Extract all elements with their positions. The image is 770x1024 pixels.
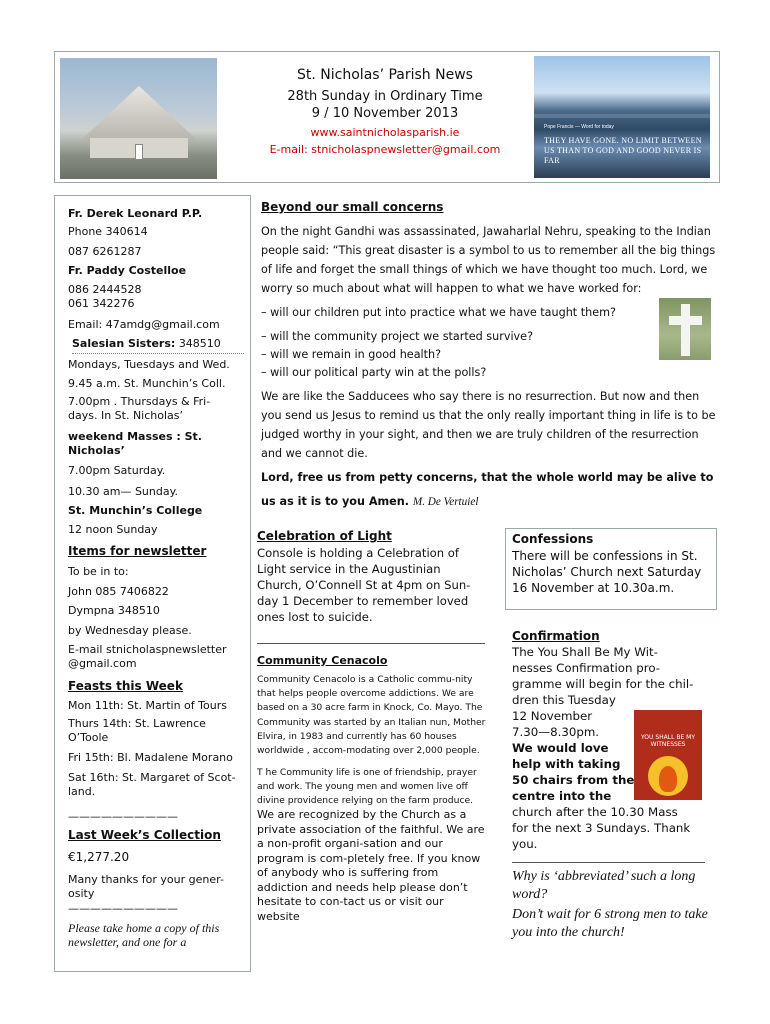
sidebar-divider-2: —————————— (68, 902, 178, 915)
items-heading: Items for newsletter (68, 544, 207, 558)
church-roof (80, 86, 198, 141)
salesian-label: Salesian Sisters: (72, 337, 176, 350)
items-line-3: Dympna 348510 (68, 604, 160, 617)
cross-photo (659, 298, 711, 360)
weekend-mass-2: 10.30 am— Sunday. (68, 485, 179, 498)
confirmation-line: dren this Tuesday (512, 693, 616, 707)
confirmation-line: 12 November (512, 709, 593, 723)
confirmation-line: for the next 3 Sundays. Thank (512, 821, 691, 835)
feast-1: Mon 11th: St. Martin of Tours (68, 699, 227, 712)
cenacolo-body-1: Community Cenacolo is a Catholic commu-nity that helps people overcome addictions. We are based on a 30 acre farm in Knock, Co. Mayo. The Community was started by an Italian nun, Mother Elvira, in 1983 and currently has 60 houses worldwide , accom-modating over 2,000 people. (257, 674, 486, 757)
main-paragraph-1: On the night Gandhi was assassinated, Jawaharlal Nehru, speaking to the Indian people said: “This great disaster is a symbol to us to remember all the big things of life and forget the small things of which we have thought too much. Lord, we worry so much about what will happen to what we have worked for: (261, 225, 716, 295)
celebration-heading: Celebration of Light (257, 529, 392, 543)
prayer-author: M. De Vertuiel (412, 496, 479, 508)
main-paragraph-2: We are like the Sadducees who say there is no resurrection. But now and then you send us Jesus to remind us that the only really important thing in life is to be judged worthy in your sight, and then we are truly children of the resurrection and we cannot die. (261, 390, 716, 460)
confessions-heading: Confessions (512, 532, 594, 546)
priest2-email[interactable]: Email: 47amdg@gmail.com (68, 318, 220, 331)
confirmation-line: gramme will begin for the chil- (512, 677, 694, 691)
weekday-mass-1: Mondays, Tuesdays and Wed. (68, 358, 230, 371)
priest1-mobile: 087 6261287 (68, 245, 142, 258)
liturgical-week: 28th Sunday in Ordinary Time (287, 89, 483, 104)
items-email[interactable]: E-mail stnicholaspnewsletter @gmail.com (68, 643, 227, 670)
collection-heading: Last Week’s Collection (68, 828, 221, 842)
closing-prayer (261, 466, 717, 514)
weekday-mass-2: 9.45 a.m. St. Munchin’s Coll. (68, 377, 226, 390)
church-photo (60, 58, 217, 179)
lake-photo (534, 56, 710, 178)
book-title: YOU SHALL BE MY WITNESSES (640, 734, 696, 748)
cross-icon (681, 304, 690, 356)
college-label: St. Munchin’s College (68, 504, 203, 517)
confirmation-line: centre into the (512, 789, 612, 803)
feast-2: Thurs 14th: St. Lawrence O’Toole (68, 717, 206, 744)
confirmation-line: you. (512, 837, 538, 851)
confirmation-line: nesses Confirmation pro- (512, 661, 661, 675)
closing-quip: Don’t wait for 6 strong men to take you into the church! (512, 907, 708, 940)
closing-question: Why is ‘abbreviated’ such a long word? (512, 869, 696, 902)
church-cross-icon (135, 144, 143, 160)
lake-photo-caption: THEY HAVE GONE. NO LIMIT BETWEEN US THAN TO GOD AND GOOD NEVER IS FAR (544, 136, 702, 165)
website-link[interactable]: www.saintnicholasparish.ie (310, 126, 460, 139)
confirmation-heading: Confirmation (512, 629, 600, 643)
cenacolo-body-3: We are recognized by the Church as a private association of the faithful. We are a non-profit organi-sation and our program is com-pletely free. If you know of anybody who is suffering from addiction and needs help please don’t hesitate to con-tact us or visit our website (257, 808, 485, 923)
confirmation-line: 50 chairs from the (512, 773, 635, 787)
confirmation-line: We would love (512, 741, 609, 755)
cenacolo-heading: Community Cenacolo (257, 654, 388, 667)
lake-photo-small-caption: Pope Francis — Word for today (544, 124, 614, 130)
confirmation-line: 7.30—8.30pm. (512, 725, 600, 739)
takehome-note: Please take home a copy of this newsletter, and one for a (68, 921, 220, 949)
confirmation-line: church after the 10.30 Mass (512, 805, 678, 819)
closing-divider (512, 862, 705, 863)
email-link[interactable]: E-mail: stnicholaspnewsletter@gmail.com (269, 143, 501, 156)
celebration-body: Console is holding a Celebration of Light service in the Augustinian Church, O’Connell St at 4pm on Sun-day 1 December to remember loved ones lost to suicide. (257, 546, 471, 624)
feasts-heading: Feasts this Week (68, 679, 183, 693)
priest1-name: Fr. Derek Leonard P.P. (68, 207, 203, 220)
priest1-phone: Phone 340614 (68, 225, 148, 238)
prayer-text: Lord, free us from petty concerns, that the whole world may be alive to us as it is to you Amen. (261, 471, 714, 508)
priest2-phone-a: 086 2444528 (68, 283, 142, 296)
items-line-1: To be in to: (68, 565, 129, 578)
question-2: – will the community project we started survive? (261, 330, 534, 343)
weekday-mass-3: 7.00pm . Thursdays & Fri-days. In St. Nicholas’ (68, 395, 211, 422)
feast-3: Fri 15th: Bl. Madalene Morano (68, 751, 233, 764)
thanks-note: Many thanks for your gener-osity (68, 873, 224, 900)
weekend-mass-1: 7.00pm Saturday. (68, 464, 166, 477)
college-time: 12 noon Sunday (68, 523, 158, 536)
question-3: – will we remain in good health? (261, 348, 442, 361)
main-heading: Beyond our small concerns (261, 200, 444, 214)
weekend-masses-label: weekend Masses : St. Nicholas’ (68, 430, 202, 457)
sidebar-divider-1: —————————— (68, 810, 178, 823)
priest2-phone-b: 061 342276 (68, 297, 135, 310)
column-divider (257, 643, 485, 644)
issue-date: 9 / 10 November 2013 (311, 106, 459, 121)
confirmation-line: The You Shall Be My Wit- (512, 645, 658, 659)
items-line-2: John 085 7406822 (68, 585, 169, 598)
salesian-sisters (72, 337, 244, 354)
items-line-4: by Wednesday please. (68, 624, 192, 637)
confirmation-book-cover (634, 710, 702, 800)
confessions-body: There will be confessions in St. Nicholas’ Church next Saturday 16 November at 10.30a.m. (512, 549, 702, 595)
feast-4: Sat 16th: St. Margaret of Scot-land. (68, 771, 236, 798)
flame-icon (659, 766, 677, 792)
confirmation-line: help with taking (512, 757, 621, 771)
priest2-name: Fr. Paddy Costelloe (68, 264, 187, 277)
question-4: – will our political party win at the polls? (261, 366, 487, 379)
question-1: – will our children put into practice what we have taught them? (261, 306, 616, 319)
cenacolo-body-2: T he Community life is one of friendship, prayer and work. The young men and women live off divine providence relying on the farm produce. (257, 767, 477, 807)
collection-amount: €1,277.20 (68, 850, 130, 864)
salesian-phone: 348510 (178, 337, 221, 350)
newsletter-title: St. Nicholas’ Parish News (297, 67, 473, 83)
